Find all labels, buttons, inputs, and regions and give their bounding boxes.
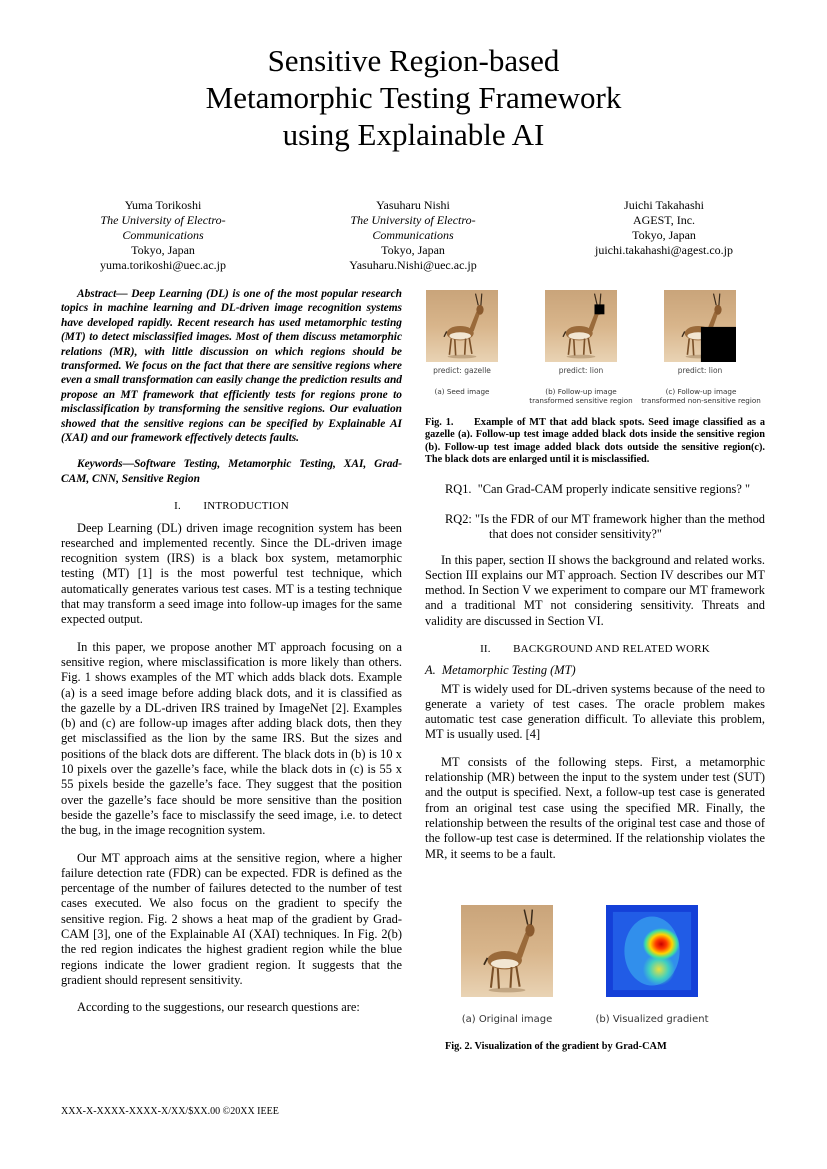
fig2-image-b <box>606 905 698 1002</box>
author-affiliation: Communications <box>122 228 204 242</box>
author-2 <box>313 198 513 273</box>
fig1-label-b <box>521 387 641 405</box>
fig1-label-c <box>640 387 762 405</box>
author-location: Tokyo, Japan <box>632 228 696 242</box>
keywords: Keywords—Software Testing, Metamorphic Testing, XAI, Grad-CAM, CNN, Sensitive Region <box>61 458 402 485</box>
gazelle-seed-image <box>426 290 498 362</box>
copyright-footer: XXX-X-XXXX-XXXX-X/XX/$XX.00 ©20XX IEEE <box>61 1106 279 1117</box>
fig1-caption: Fig. 1. Example of MT that add black spots. Seed image classified as a gazelle (a). Follow-up test image added black dots inside the sensitive region (b). Follow-up test image added black dots outside the sensitive region(c). The black dots are enlarged until it is misclassified. <box>425 417 765 466</box>
intro-paragraph-2: In this paper, we propose another MT approach focusing on a sensitive region, where misclassification is more likely than others. Fig. 1 shows examples of the MT which adds black dots. Example (a) is a seed image before adding black dots, and it is classified as the gazelle by a DL-driven IRS trained by ImageNet [2]. Examples (b) and (c) are follow-up images after adding black dots, then they get misclassified as the lion by the same IRS. But the sizes and positions of the black dots are different. The black dots in (b) is 10 x 10 pixels over the gazelle’s face, while the black dots in (c) is 55 x 55 pixels beside the gazelle’s face. They suggest that the position over the gazelle’s face should be more sensitive than the position beside the gazelle’s face to misclassify the seed image, i.e. to detect the bug, in the image recognition system. <box>61 639 402 838</box>
abstract: Abstract— Deep Learning (DL) is one of the most popular research topics in machine learning and DL-driven image recognition systems have developed rapidly. Recent research has used metamorphic testing (MT) to detect misclassified images. Most of them discuss metamorphic relations (MR), with little discussion on which regions should be transformed. We focus on the fact that there are sensitive regions where even a small transformation can easily change the prediction results and propose an MT framework that efficiently tests for regions prone to misclassification by transforming the sensitive regions. Our evaluation showed that the sensitive regions can be specified by Explainable AI (XAI) and our framework effectively detects faults. <box>61 288 402 445</box>
title-line-3: using Explainable AI <box>282 117 545 152</box>
author-email: juichi.takahashi@agest.co.jp <box>594 243 733 257</box>
fig1-image-c <box>664 290 736 367</box>
author-3 <box>564 198 764 258</box>
author-email: Yasuharu.Nishi@uec.ac.jp <box>349 258 477 272</box>
fig1-image-a <box>426 290 498 367</box>
author-affiliation: AGEST, Inc. <box>632 213 696 227</box>
right-column <box>425 417 765 862</box>
section-heading-introduction: I. INTRODUCTION <box>174 500 289 513</box>
intro-paragraph-3: Our MT approach aims at the sensitive region, where a higher failure detection rate (FDR) can be expected. FDR is defined as the percentage of the number of failures detected to the number of test cases executed. We also focus on the gradient to specify the sensitive region. Fig. 2 shows a heat map of the gradient by Grad-CAM [3], one of the Explainable AI (XAI) techniques. In Fig. 2(b) the red region indicates the highest gradient region while the blue regions indicate the lower gradient region. It suggests that the gradient should represent sensitivity. <box>61 850 402 987</box>
author-location: Tokyo, Japan <box>131 243 195 257</box>
author-affiliation: Communications <box>372 228 454 242</box>
author-1 <box>63 198 263 273</box>
author-location: Tokyo, Japan <box>381 243 445 257</box>
black-dot <box>595 304 605 314</box>
research-question-1: RQ1. "Can Grad-CAM properly indicate sensitive regions? " <box>445 481 751 496</box>
mt-paragraph-1: MT is widely used for DL-driven systems because of the need to generate a variety of test cases. The oracle problem makes automatic test case generation difficult. To alleviate this problem, MT is usually used. [4] <box>425 681 765 742</box>
research-question-2: RQ2: "Is the FDR of our MT framework higher than the method that does not consider sensitivity?" <box>445 511 765 542</box>
gazelle-followup-sensitive-image <box>545 290 617 362</box>
intro-paragraph-1: Deep Learning (DL) driven image recognition system has been researched and implemented recently. Since the DL-driven image recognition system (IRS) is a black box system, metamorphic testing (MT) [1] is the most powerful test technique, which automatically generates various test cases. MT is a testing technique that may transform a seed image into follow-up images for the same expected output. <box>61 520 402 627</box>
fig1-label-c-line1: (c) Follow-up image <box>665 387 737 396</box>
fig1-predict-a: predict: gazelle <box>433 366 491 375</box>
fig2-label-b: (b) Visualized gradient <box>595 1014 709 1025</box>
section-heading-background: II. BACKGROUND AND RELATED WORK <box>480 643 710 655</box>
fig1-image-b <box>545 290 617 367</box>
author-name: Yasuharu Nishi <box>376 198 450 212</box>
subsection-heading-mt: A. Metamorphic Testing (MT) <box>425 663 576 678</box>
title-line-2: Metamorphic Testing Framework <box>205 80 622 115</box>
fig1-label-c-line2: transformed non-sensitive region <box>641 396 761 405</box>
fig1-predict-c: predict: lion <box>677 366 723 375</box>
black-dot <box>701 327 736 362</box>
author-name: Juichi Takahashi <box>624 198 704 212</box>
gradcam-heatmap-image <box>606 905 698 997</box>
fig2-caption: Fig. 2. Visualization of the gradient by Grad-CAM <box>445 1041 667 1052</box>
fig2-label-a: (a) Original image <box>461 1014 553 1025</box>
author-email: yuma.torikoshi@uec.ac.jp <box>99 258 227 272</box>
title-line-1: Sensitive Region-based <box>267 43 560 78</box>
fig2-image-a <box>461 905 553 1002</box>
fig1-label-b-line2: transformed sensitive region <box>529 396 633 405</box>
author-affiliation: The University of Electro- <box>350 213 476 227</box>
author-affiliation: The University of Electro- <box>100 213 226 227</box>
original-gazelle-image <box>461 905 553 997</box>
mt-paragraph-2: MT consists of the following steps. First, a metamorphic relationship (MR) between the input to the system under test (SUT) and the output is specified. Next, a follow-up test case is generated from an original test case using the specified MR. Finally, the relationship between the results of the original test case and those of the follow-up test case is determined. If the relationship violates the MR, it seems to be a fault. <box>425 754 765 861</box>
left-column <box>61 287 402 1015</box>
paper-title <box>0 42 827 153</box>
author-name: Yuma Torikoshi <box>124 198 202 212</box>
gazelle-followup-nonsensitive-image <box>664 290 736 362</box>
fig1-label-b-line1: (b) Follow-up image <box>545 387 617 396</box>
outline-paragraph: In this paper, section II shows the background and related works. Section III explains our MT approach. Section IV describes our MT method. In Section V we experiment to compare our MT framework and a traditional MT not considering sensitivity. Threats and validity are discussed in Section VI. <box>425 552 765 628</box>
fig1-predict-b: predict: lion <box>558 366 604 375</box>
fig1-label-a: (a) Seed image <box>434 387 490 396</box>
intro-paragraph-4: According to the suggestions, our research questions are: <box>77 1000 360 1015</box>
